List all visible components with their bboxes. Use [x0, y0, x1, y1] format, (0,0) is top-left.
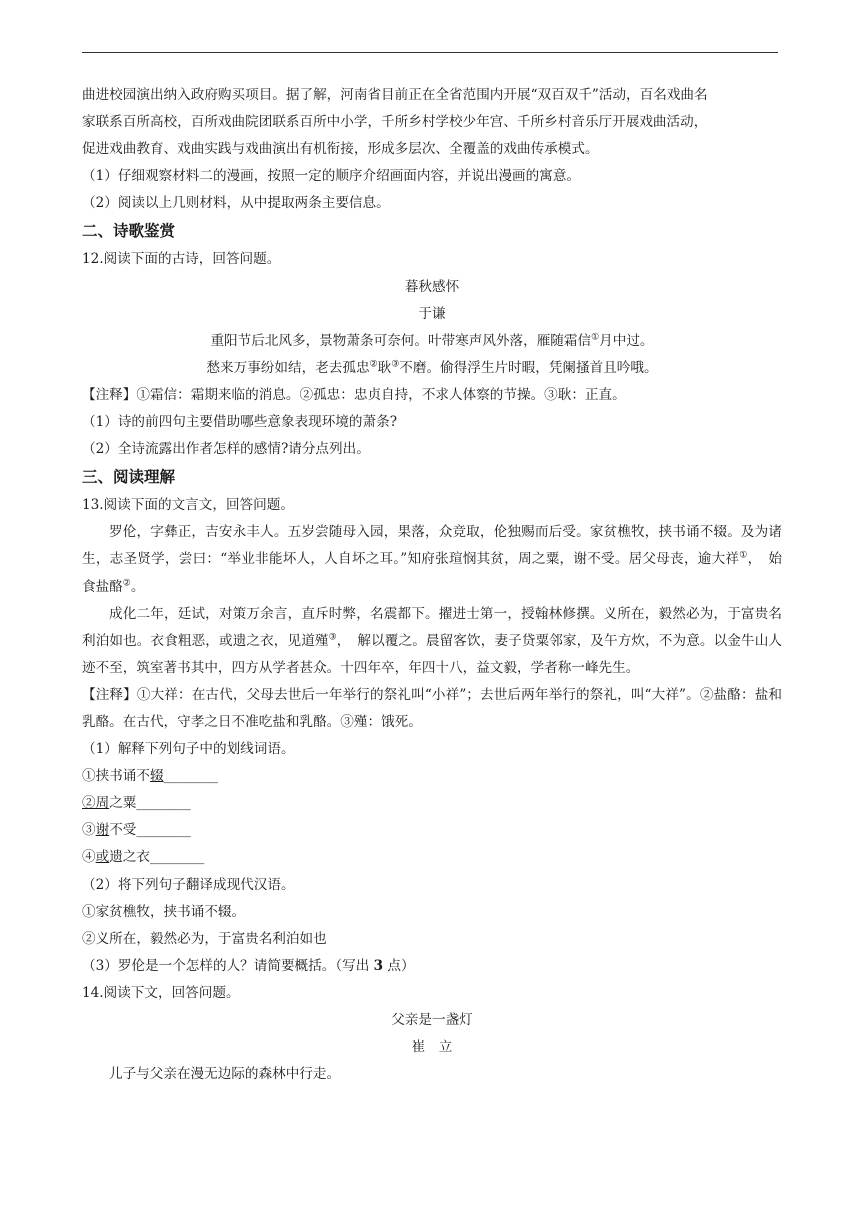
article-author: 崔 立	[411, 1039, 453, 1056]
translation-item: ②义所在，毅然必为，于富贵名利泊如也	[82, 930, 327, 947]
poem-line: 重阳节后北风多，景物萧条可奈何。叶带寒声风外落，雁随霜信①月中过。	[210, 332, 654, 349]
translation-item: ①家贫樵牧，挟书诵不辍。	[82, 903, 246, 920]
question-13-sub-3: （3）罗伦是一个怎样的人？请简要概括。（写出 3 点）	[82, 957, 415, 974]
answer-blank: ________	[136, 795, 191, 812]
question-12-stem: 12.阅读下面的古诗，回答问题。	[82, 251, 281, 268]
poem-author: 于谦	[418, 305, 446, 322]
classical-text-paragraph: 成化二年，廷试，对策万余言，直斥时弊，名震都下。擢进士第一，授翰林修撰。义所在，毅然必为，于富贵名利泊如也。衣食粗恶，或遗之衣，见道殣③， 解以覆之。晨留客饮，妻子贷粟邻家，及午方炊，不为意。以金牛山人迹不至，筑室著书其中，四方从学者甚众。十四年卒，年四十八，益文毅，学者称一峰先生。	[82, 605, 782, 676]
document-body	[82, 82, 782, 1088]
classical-text-annotation: 【注释】①大祥：在古代，父母去世后一年举行的祭礼叫“小祥”；去世后两年举行的祭礼，叫“大祥”。②盐酪：盐和乳酪。在古代，守孝之日不准吃盐和乳酪。③殣：饿死。	[82, 686, 782, 730]
article-title: 父亲是一盏灯	[391, 1012, 473, 1028]
answer-blank: ________	[163, 768, 218, 785]
text-line: 家联系百所高校，百所戏曲院团联系百所中小学，千所乡村学校少年宫、千所乡村音乐厅开展戏曲活动，	[82, 114, 708, 131]
question-12-sub-2: （2）全诗流露出作者怎样的感情?请分点列出。	[82, 441, 370, 458]
question-13-sub-1: （1）解释下列句子中的划线词语。	[82, 741, 295, 758]
question-13-stem: 13.阅读下面的文言文，回答问题。	[82, 497, 294, 514]
text-line: 曲进校园演出纳入政府购买项目。据了解，河南省目前正在全省范围内开展“双百双千”活动，百名戏曲名	[82, 87, 708, 103]
question-12-sub-1: （1）诗的前四句主要借助哪些意象表现环境的萧条?	[82, 414, 397, 431]
question-14-stem: 14.阅读下文，回答问题。	[82, 984, 240, 1001]
poem-line: 愁来万事纷如结，老去孤忠②耿③不磨。偷得浮生片时暇，凭阑搔首且吟哦。	[206, 359, 658, 376]
question-11-sub-1: （1）仔细观察材料二的漫画，按照一定的顺序介绍画面内容，并说出漫画的寓意。	[82, 168, 581, 185]
header-rule	[82, 52, 778, 53]
material-paragraph	[82, 82, 782, 163]
poem-annotation: 【注释】①霜信：霜期来临的消息。②孤忠：忠贞自持，不求人体察的节操。③耿：正直。	[82, 386, 626, 403]
word-item: ①挟书诵不辍________	[82, 768, 218, 785]
section-heading-reading: 三、阅读理解	[82, 468, 176, 487]
question-13-sub-2: （2）将下列句子翻译成现代汉语。	[82, 876, 295, 893]
article-line: 儿子与父亲在漫无边际的森林中行走。	[109, 1066, 341, 1083]
word-item: ②周之粟________	[82, 795, 191, 812]
poem-title: 暮秋感怀	[404, 278, 460, 295]
answer-blank: ________	[136, 822, 191, 839]
answer-blank: ________	[149, 849, 205, 866]
question-11-sub-2: （2）阅读以上几则材料，从中提取两条主要信息。	[82, 195, 390, 212]
word-item: ③谢不受________	[82, 822, 191, 839]
text-line: 促进戏曲教育、戏曲实践与戏曲演出有机衔接，形成多层次、全覆盖的戏曲传承模式。	[82, 141, 599, 158]
word-item: ④或遗之衣________	[82, 849, 205, 866]
section-heading-poetry: 二、诗歌鉴赏	[82, 222, 176, 241]
classical-text-paragraph: 罗伦，字彝正，吉安永丰人。五岁尝随母入园，果落，众竞取，伦独赐而后受。家贫樵牧，挟书诵不辍。及为诸生，志圣贤学，尝曰：“举业非能坏人，人自坏之耳。”知府张瑄悯其贫，周之粟，谢不受。居父母丧，逾大祥①， 始食盐酪②。	[82, 524, 783, 595]
